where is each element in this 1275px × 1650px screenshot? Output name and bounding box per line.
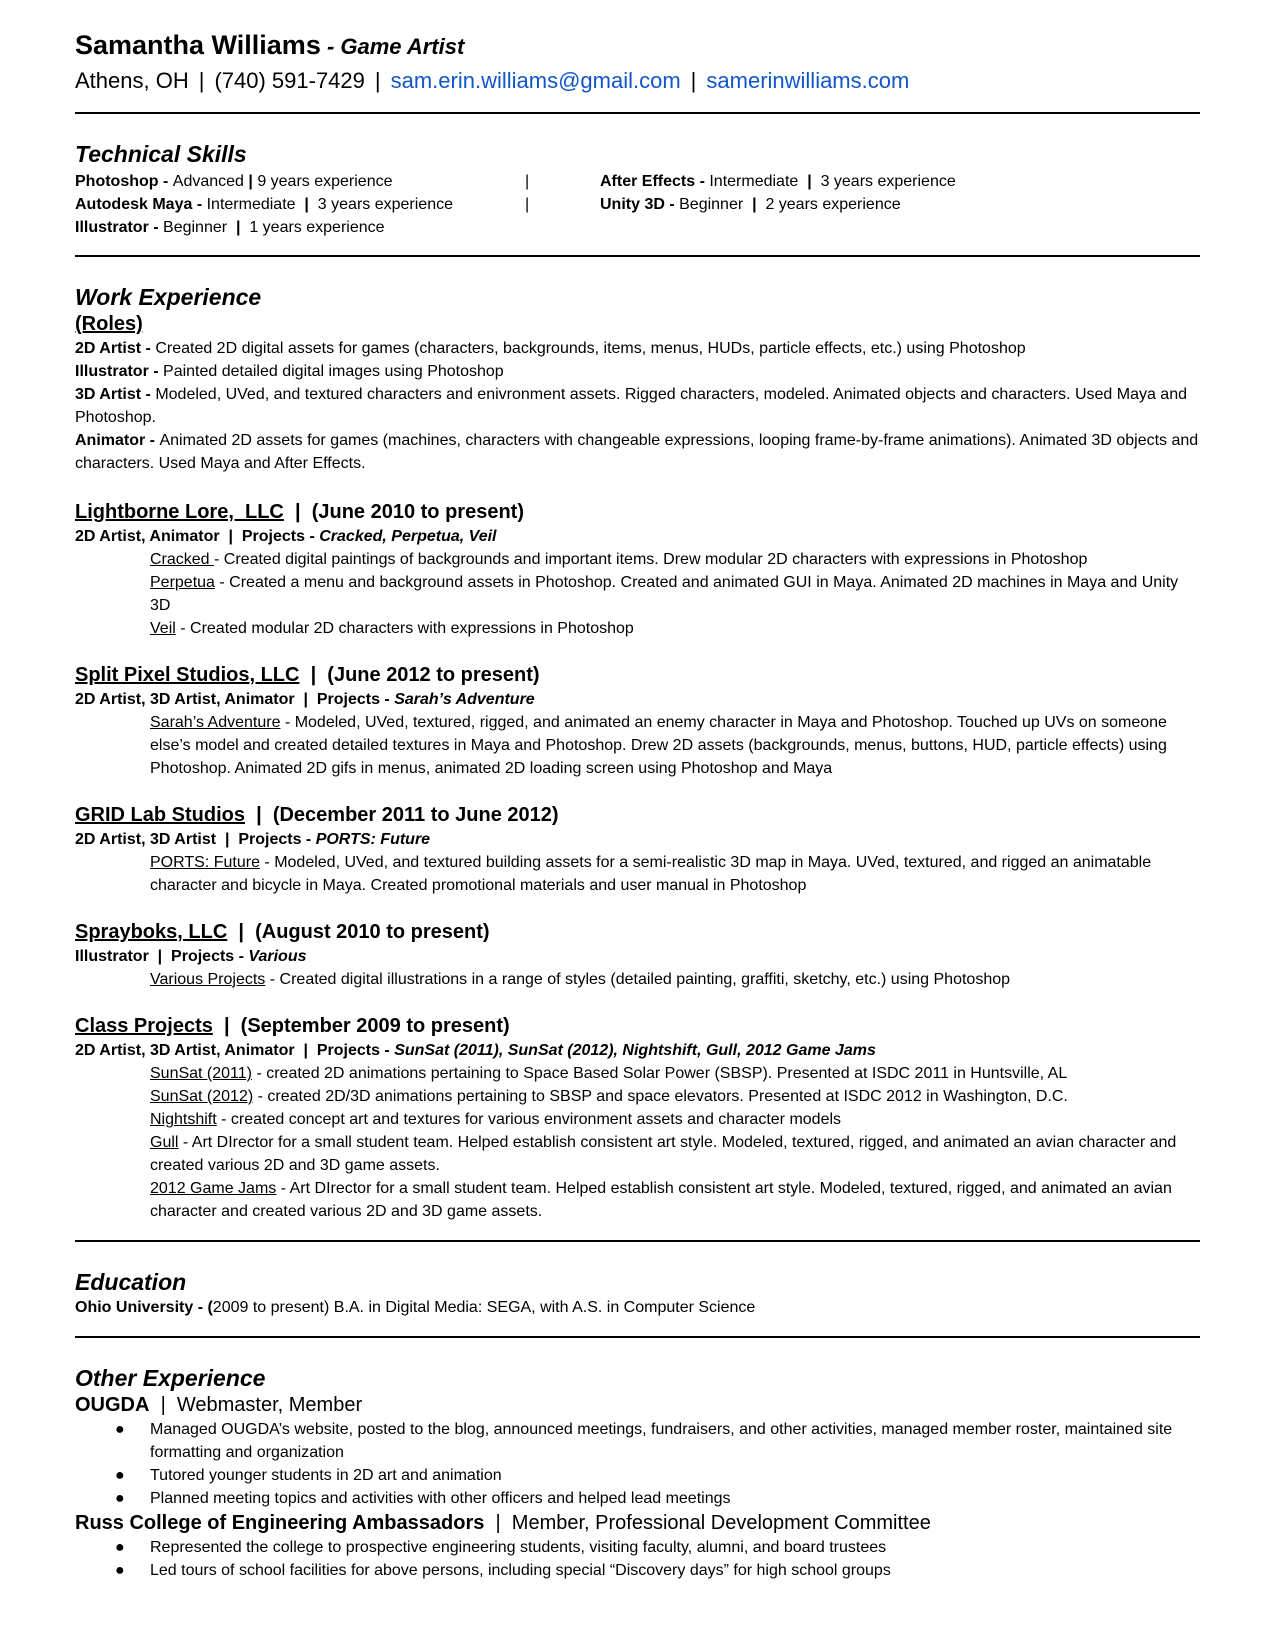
column-separator: |	[525, 196, 530, 213]
bullet-item: ● Planned meeting topics and activities with other officers and helped lead meetings	[75, 1487, 1200, 1510]
project-item: SunSat (2012) - created 2D/3D animations pertaining to SBSP and space elevators. Presented at ISDC 2012 in Washington, D.C.	[150, 1088, 1068, 1105]
bullet-item: ● Managed OUGDA’s website, posted to the blog, announced meetings, fundraisers, and other activities, managed member roster, maintained site formatting and organization	[75, 1418, 1200, 1464]
job-project-list	[75, 968, 1200, 991]
job-project-list	[75, 851, 1200, 897]
project-item: 2012 Game Jams - Art DIrector for a small student team. Helped establish consistent art style. Modeled, textured, rigged, and animated an avian character and created various 2D and 3D game assets.	[150, 1180, 1172, 1220]
project-item: Sarah’s Adventure - Modeled, UVed, textured, rigged, and animated an enemy character in Maya and Photoshop. Touched up UVs on someone else’s model and created detailed textures in Maya and Photoshop. Drew 2D assets (backgrounds, menus, buttons, HUD, particle effects) using Photoshop. Animated 2D gifs in menus, animated 2D loading screen using Photoshop and Maya	[150, 714, 1167, 777]
project-item: Nightshift - created concept art and textures for various environment assets and character models	[150, 1111, 842, 1128]
job-roles: Illustrator | Projects - Various	[75, 948, 307, 965]
job-roles: 2D Artist, 3D Artist, Animator | Projects - SunSat (2011), SunSat (2012), Nightshift, Gull, 2012 Game Jams	[75, 1042, 876, 1059]
activity-bullets	[75, 1418, 1200, 1510]
skill-item: After Effects - Intermediate | 3 years experience	[600, 173, 956, 190]
project-item: Cracked - Created digital paintings of backgrounds and important items. Drew modular 2D characters with expressions in Photoshop	[150, 551, 1088, 568]
divider	[75, 255, 1200, 257]
section-title-education: Education	[75, 1269, 187, 1295]
section-title-skills: Technical Skills	[75, 141, 247, 167]
resume-page	[75, 30, 1200, 1582]
phone: (740) 591-7429	[214, 68, 365, 93]
separator: |	[198, 68, 205, 93]
email-link[interactable]: sam.erin.williams@gmail.com	[390, 68, 681, 93]
job-roles: 2D Artist, Animator | Projects - Cracked, Perpetua, Veil	[75, 528, 497, 545]
job-heading: Class Projects | (September 2009 to present)	[75, 1015, 510, 1037]
activity-heading: Russ College of Engineering Ambassadors | Member, Professional Development Committee	[75, 1512, 931, 1534]
bullet-item: ● Tutored younger students in 2D art and animation	[75, 1464, 1200, 1487]
section-title-work: Work Experience	[75, 284, 262, 310]
section-title-other: Other Experience	[75, 1365, 266, 1391]
divider	[75, 1336, 1200, 1338]
divider	[75, 1240, 1200, 1242]
role-entry: 3D Artist - Modeled, UVed, and textured characters and enivronment assets. Rigged characters, modeled. Animated objects and characters. Used Maya and Photoshop.	[75, 386, 1187, 426]
project-item: PORTS: Future - Modeled, UVed, and textured building assets for a semi-realistic 3D map in Maya. UVed, textured, and rigged an animatable character and bicycle in Maya. Created promotional materials and user manual in Photoshop	[150, 854, 1152, 894]
job-entry	[75, 499, 1200, 640]
bullet-item: ● Led tours of school facilities for above persons, including special “Discovery days” for high school groups	[75, 1559, 1200, 1582]
education-entry: Ohio University - (2009 to present) B.A. in Digital Media: SEGA, with A.S. in Computer Science	[75, 1299, 756, 1316]
job-heading: Lightborne Lore, LLC | (June 2010 to present)	[75, 501, 524, 523]
skill-item: Photoshop - Advanced | 9 years experience	[75, 173, 393, 190]
job-project-list	[75, 1062, 1200, 1223]
bullet-icon: ●	[115, 1490, 125, 1507]
job-project-list	[75, 548, 1200, 640]
separator: |	[690, 68, 697, 93]
job-heading: GRID Lab Studios | (December 2011 to June 2012)	[75, 804, 559, 826]
skill-item: Autodesk Maya - Intermediate | 3 years experience	[75, 196, 453, 213]
bullet-icon: ●	[115, 1467, 125, 1484]
activity-group	[75, 1510, 1200, 1582]
job-entry	[75, 919, 1200, 991]
job-roles: 2D Artist, 3D Artist | Projects - PORTS: Future	[75, 831, 431, 848]
skill-item	[600, 216, 1160, 239]
project-item: SunSat (2011) - created 2D animations pertaining to Space Based Solar Power (SBSP). Presented at ISDC 2011 in Huntsville, AL	[150, 1065, 1068, 1082]
project-item: Gull - Art DIrector for a small student team. Helped establish consistent art style. Modeled, textured, rigged, and animated an avian character and created various 2D and 3D game assets.	[150, 1134, 1177, 1174]
roles-heading: (Roles)	[75, 313, 143, 335]
job-heading: Split Pixel Studios, LLC | (June 2012 to present)	[75, 664, 540, 686]
job-entry	[75, 662, 1200, 780]
column-separator: |	[525, 173, 530, 190]
bullet-icon: ●	[115, 1539, 125, 1556]
activity-heading: OUGDA | Webmaster, Member	[75, 1394, 363, 1416]
skills-grid	[75, 170, 1200, 239]
activity-bullets	[75, 1536, 1200, 1582]
skill-item: Illustrator - Beginner | 1 years experience	[75, 219, 385, 236]
job-project-list	[75, 711, 1200, 780]
activity-group	[75, 1392, 1200, 1510]
roles-list	[75, 337, 1200, 475]
job-entry	[75, 1013, 1200, 1223]
role-entry: Animator - Animated 2D assets for games (machines, characters with changeable expressions, looping frame-by-frame animations). Animated 3D objects and characters. Used Maya and After Effects.	[75, 432, 1199, 472]
contact-line	[75, 68, 1200, 94]
column-separator	[525, 216, 600, 239]
project-item: Various Projects - Created digital illustrations in a range of styles (detailed painting, graffiti, sketchy, etc.) using Photoshop	[150, 971, 1011, 988]
header-name-line	[75, 30, 1200, 64]
job-roles: 2D Artist, 3D Artist, Animator | Projects - Sarah’s Adventure	[75, 691, 535, 708]
divider	[75, 112, 1200, 114]
job-heading: Sprayboks, LLC | (August 2010 to present)	[75, 921, 490, 943]
separator: |	[374, 68, 381, 93]
project-item: Perpetua - Created a menu and background assets in Photoshop. Created and animated GUI in Maya. Animated 2D machines in Maya and Unity 3D	[150, 574, 1179, 614]
job-tagline: - Game Artist	[320, 34, 465, 59]
bullet-icon: ●	[115, 1421, 125, 1438]
project-item: Veil - Created modular 2D characters with expressions in Photoshop	[150, 620, 634, 637]
skill-item: Unity 3D - Beginner | 2 years experience	[600, 196, 901, 213]
bullet-item: ● Represented the college to prospective engineering students, visiting faculty, alumni, and board trustees	[75, 1536, 1200, 1559]
applicant-name: Samantha Williams	[75, 30, 321, 60]
job-entry	[75, 802, 1200, 897]
bullet-icon: ●	[115, 1562, 125, 1579]
website-link[interactable]: samerinwilliams.com	[706, 68, 910, 93]
location: Athens, OH	[75, 68, 189, 93]
role-entry: Illustrator - Painted detailed digital images using Photoshop	[75, 363, 504, 380]
role-entry: 2D Artist - Created 2D digital assets for games (characters, backgrounds, items, menus, HUDs, particle effects, etc.) using Photoshop	[75, 340, 1026, 357]
